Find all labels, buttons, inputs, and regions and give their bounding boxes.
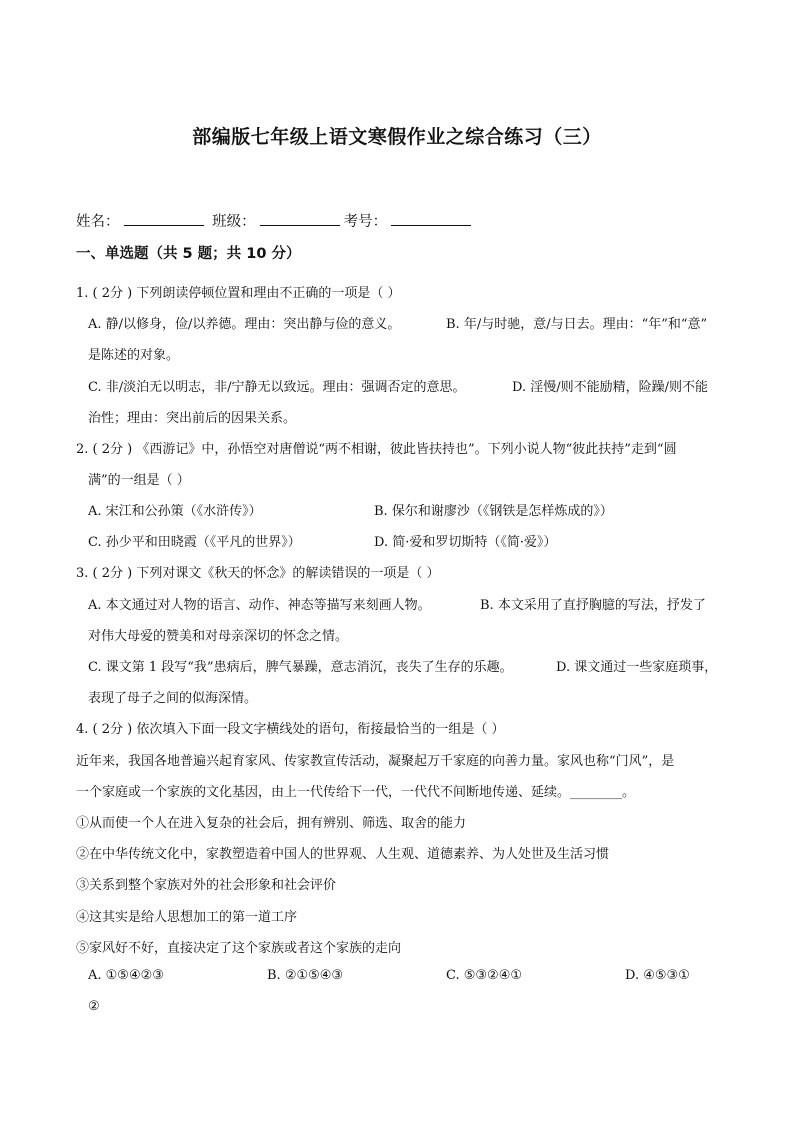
q3-option-c: C. 课文第 1 段写“我”患病后，脾气暴躁，意志消沉，丧失了生存的乐趣。	[88, 660, 513, 675]
q1-option-b: B. 年/与时驰，意/与日去。理由：“年”和“意”	[446, 317, 708, 332]
q4-sentence-1: ①从而使一个人在进入复杂的社会后，拥有辨别、筛选、取舍的能力	[76, 816, 467, 831]
q4-stem: 4. ( 2分 ) 依次填入下面一段文字横线处的语句，衔接最恰当的一组是（ ）	[76, 722, 505, 737]
section-heading: 一、单选题（共 5 题；共 10 分）	[76, 246, 301, 262]
q4-sentence-4: ④这其实是给人思想加工的第一道工序	[76, 910, 298, 925]
q2-stem-cont: 满”的一组是（ ）	[88, 473, 190, 488]
q4-option-d: D. ④⑤③①	[625, 968, 690, 983]
q2-option-d: D. 简·爱和罗切斯特（《简·爱》）	[374, 535, 557, 550]
q1-option-c: C. 非/淡泊无以明志，非/宁静无以致远。理由：强调否定的意思。	[88, 380, 466, 395]
q4-option-d-cont: ②	[88, 999, 100, 1014]
q2-option-b: B. 保尔和谢廖沙（《钢铁是怎样炼成的》）	[374, 504, 613, 519]
q3-option-b: B. 本文采用了直抒胸臆的写法，抒发了	[480, 598, 706, 613]
class-blank[interactable]	[260, 211, 340, 226]
name-label: 姓名：	[76, 214, 120, 230]
q3-option-d: D. 课文通过一些家庭琐事，	[556, 660, 718, 675]
page-title: 部编版七年级上语文寒假作业之综合练习（三）	[192, 126, 602, 148]
q1-option-d: D. 淫慢/则不能励精，险躁/则不能	[512, 380, 708, 395]
exam-number-label: 考号：	[343, 214, 388, 230]
q3-option-b-cont: 对伟大母爱的赞美和对母亲深切的怀念之情。	[88, 629, 349, 644]
q4-option-b: B. ②①⑤④③	[267, 968, 344, 983]
q3-option-d-cont: 表现了母子之间的似海深情。	[88, 691, 258, 706]
q2-option-a: A. 宋江和公孙策（《水浒传》）	[88, 504, 262, 519]
q2-stem: 2. ( 2分 ) 《西游记》中，孙悟空对唐僧说“两不相谢，彼此皆扶持也”。下列小说人物“彼此扶持”走到“圆	[76, 442, 677, 457]
q2-option-c: C. 孙少平和田晓霞（《平凡的世界》）	[88, 535, 301, 550]
q4-sentence-3: ③关系到整个家族对外的社会形象和社会评价	[76, 878, 337, 893]
q1-stem: 1. ( 2分 ) 下列朗读停顿位置和理由不正确的一项是（ ）	[76, 286, 401, 301]
q1-option-d-cont: 治性；理由：突出前后的因果关系。	[88, 411, 297, 426]
q4-sentence-2: ②在中华传统文化中，家教塑造着中国人的世界观、人生观、道德素养、为人处世及生活习惯	[76, 847, 610, 862]
q1-option-a: A. 静/以修身，俭/以养德。理由：突出静与俭的意义。	[88, 317, 401, 332]
name-blank[interactable]	[124, 211, 204, 226]
q4-passage-line-1: 近年来，我国各地普遍兴起育家风、传家教宣传活动，凝聚起万千家庭的向善力量。家风也称“门风”，是	[76, 754, 675, 769]
q4-option-a: A. ①⑤④②③	[88, 968, 164, 983]
q1-option-b-cont: 是陈述的对象。	[88, 348, 180, 363]
q4-option-c: C. ⑤③②④①	[446, 968, 523, 983]
q4-sentence-5: ⑤家风好不好，直接决定了这个家族或者这个家族的走向	[76, 941, 402, 956]
exam-number-blank[interactable]	[391, 211, 471, 226]
q3-option-a: A. 本文通过对人物的语言、动作、神态等描写来刻画人物。	[88, 598, 431, 613]
q3-stem: 3. ( 2分 ) 下列对课文《秋天的怀念》的解读错误的一项是（ ）	[76, 566, 440, 581]
student-info-row	[76, 210, 475, 231]
q4-passage-line-2: 一个家庭或一个家族的文化基因，由上一代传给下一代，一代代不间断地传递、延续。________。	[76, 785, 636, 800]
class-label: 班级：	[212, 214, 256, 230]
